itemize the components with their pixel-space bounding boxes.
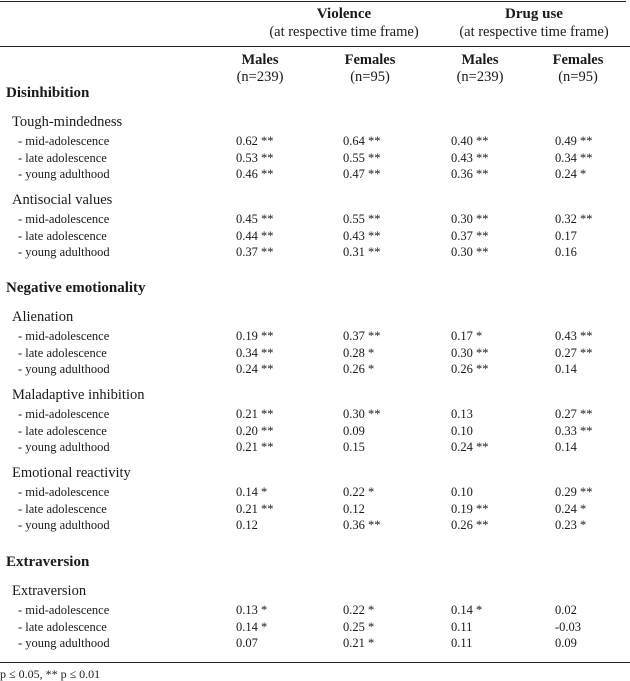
col-males-drug: Males [461,52,499,68]
table-cell: 0.37 ** [236,245,274,259]
table-cell: 0.21 * [343,636,375,650]
table-cell: 0.46 ** [236,167,274,181]
table-cell: 0.19 ** [236,329,274,343]
table-cell: 0.22 * [343,485,375,499]
table-cell: 0.55 ** [343,212,381,226]
table-cell: 0.26 ** [451,518,489,532]
section-title: Extraversion [6,554,90,570]
table-cell: 0.32 ** [555,212,593,226]
table-cell: 0.33 ** [555,423,593,438]
drug-use-subheader: (at respective time frame) [459,24,609,40]
table-cell: 0.12 [236,518,258,532]
row-label: - late adolescence [18,619,107,634]
col-males-drug-n: (n=239) [456,69,504,85]
table-cell: 0.16 [555,245,577,259]
header-rule [0,46,630,47]
table-cell: 0.40 ** [451,134,489,148]
table-cell: 0.24 * [555,167,587,181]
table-cell: 0.14 * [236,619,268,634]
table-cell: 0.30 ** [451,212,489,226]
table-cell: 0.43 ** [555,329,593,343]
table-cell: 0.29 ** [555,485,593,499]
table-cell: 0.17 [555,228,577,243]
table-cell: 0.53 ** [236,150,274,165]
table-cell: 0.45 ** [236,212,274,226]
table-cell: 0.21 ** [236,440,274,454]
row-label: - mid-adolescence [18,329,110,343]
row-label: - young adulthood [18,518,110,532]
table-cell: 0.24 ** [236,362,274,376]
table-cell: 0.09 [555,636,577,650]
table-cell: 0.10 [451,423,473,438]
table-cell: 0.27 ** [555,345,593,360]
subsection-title: Tough-mindedness [12,114,123,130]
row-label: - late adolescence [18,501,107,516]
footnote: p ≤ 0.05, ** p ≤ 0.01 [0,667,101,681]
row-label: - young adulthood [18,362,110,376]
col-females-violence-n: (n=95) [350,69,390,85]
row-label: - late adolescence [18,345,107,360]
table-cell: 0.22 * [343,603,375,617]
table-cell: 0.25 * [343,619,375,634]
table-cell: 0.13 * [236,603,268,617]
table-cell: 0.10 [451,485,473,499]
row-label: - young adulthood [18,440,110,454]
subsection-title: Maladaptive inhibition [12,387,145,403]
table-cell: 0.13 [451,407,473,421]
table-cell: 0.26 * [343,362,375,376]
table-cell: 0.02 [555,603,577,617]
table-cell: 0.14 * [451,603,483,617]
table-cell: 0.11 [451,619,473,634]
table-cell: 0.30 ** [451,345,489,360]
table-cell: 0.20 ** [236,423,274,438]
table-cell: 0.27 ** [555,407,593,421]
row-label: - late adolescence [18,423,107,438]
table-cell: 0.11 [451,636,473,650]
table-cell: 0.43 ** [451,150,489,165]
table-cell: 0.34 ** [236,345,274,360]
table-cell: 0.31 ** [343,245,381,259]
table-cell: 0.14 * [236,485,268,499]
bottom-rule [0,662,630,663]
table-cell: 0.62 ** [236,134,274,148]
table-cell: 0.15 [343,440,365,454]
violence-subheader: (at respective time frame) [269,24,419,40]
section-title: Negative emotionality [6,280,146,296]
subsection-title: Antisocial values [12,192,113,208]
table-cell: 0.36 ** [343,518,381,532]
col-females-drug-n: (n=95) [558,69,598,85]
row-label: - young adulthood [18,245,110,259]
table-cell: 0.49 ** [555,134,593,148]
violence-header: Violence [316,6,372,22]
table-cell: 0.44 ** [236,228,274,243]
row-label: - late adolescence [18,150,107,165]
row-label: - late adolescence [18,228,107,243]
subsection-title: Extraversion [12,583,87,599]
section-title: Disinhibition [6,85,90,101]
table-cell: 0.21 ** [236,407,274,421]
table-cell: 0.12 [343,501,365,516]
table-cell: 0.28 * [343,345,375,360]
table-cell: 0.43 ** [343,228,381,243]
table-cell: 0.26 ** [451,362,489,376]
table-cell: 0.55 ** [343,150,381,165]
col-females-violence: Females [344,52,396,68]
row-label: - mid-adolescence [18,407,110,421]
table-cell: 0.47 ** [343,167,381,181]
table-cell: 0.36 ** [451,167,489,181]
table-cell: 0.14 [555,440,577,454]
table-cell: 0.23 * [555,518,587,532]
subsection-title: Emotional reactivity [12,465,131,481]
table-cell: 0.64 ** [343,134,381,148]
table-cell: 0.07 [236,636,258,650]
table-cell: 0.24 ** [451,440,489,454]
table-cell: 0.34 ** [555,150,593,165]
subsection-title: Alienation [12,309,74,325]
table-cell: 0.19 ** [451,501,489,516]
row-label: - young adulthood [18,636,110,650]
table-cell: -0.03 [555,619,582,634]
table-cell: 0.14 [555,362,577,376]
col-males-violence: Males [241,52,279,68]
table-cell: 0.37 ** [343,329,381,343]
top-rule [0,1,626,2]
row-label: - mid-adolescence [18,603,110,617]
row-label: - young adulthood [18,167,110,181]
row-label: - mid-adolescence [18,134,110,148]
table-cell: 0.30 ** [343,407,381,421]
table-cell: 0.21 ** [236,501,274,516]
row-label: - mid-adolescence [18,485,110,499]
drug-use-header: Drug use [505,6,563,22]
col-females-drug: Females [552,52,604,68]
table-cell: 0.30 ** [451,245,489,259]
table-cell: 0.09 [343,423,365,438]
col-males-violence-n: (n=239) [236,69,284,85]
row-label: - mid-adolescence [18,212,110,226]
table-cell: 0.24 * [555,501,587,516]
table-cell: 0.17 * [451,329,483,343]
table-cell: 0.37 ** [451,228,489,243]
